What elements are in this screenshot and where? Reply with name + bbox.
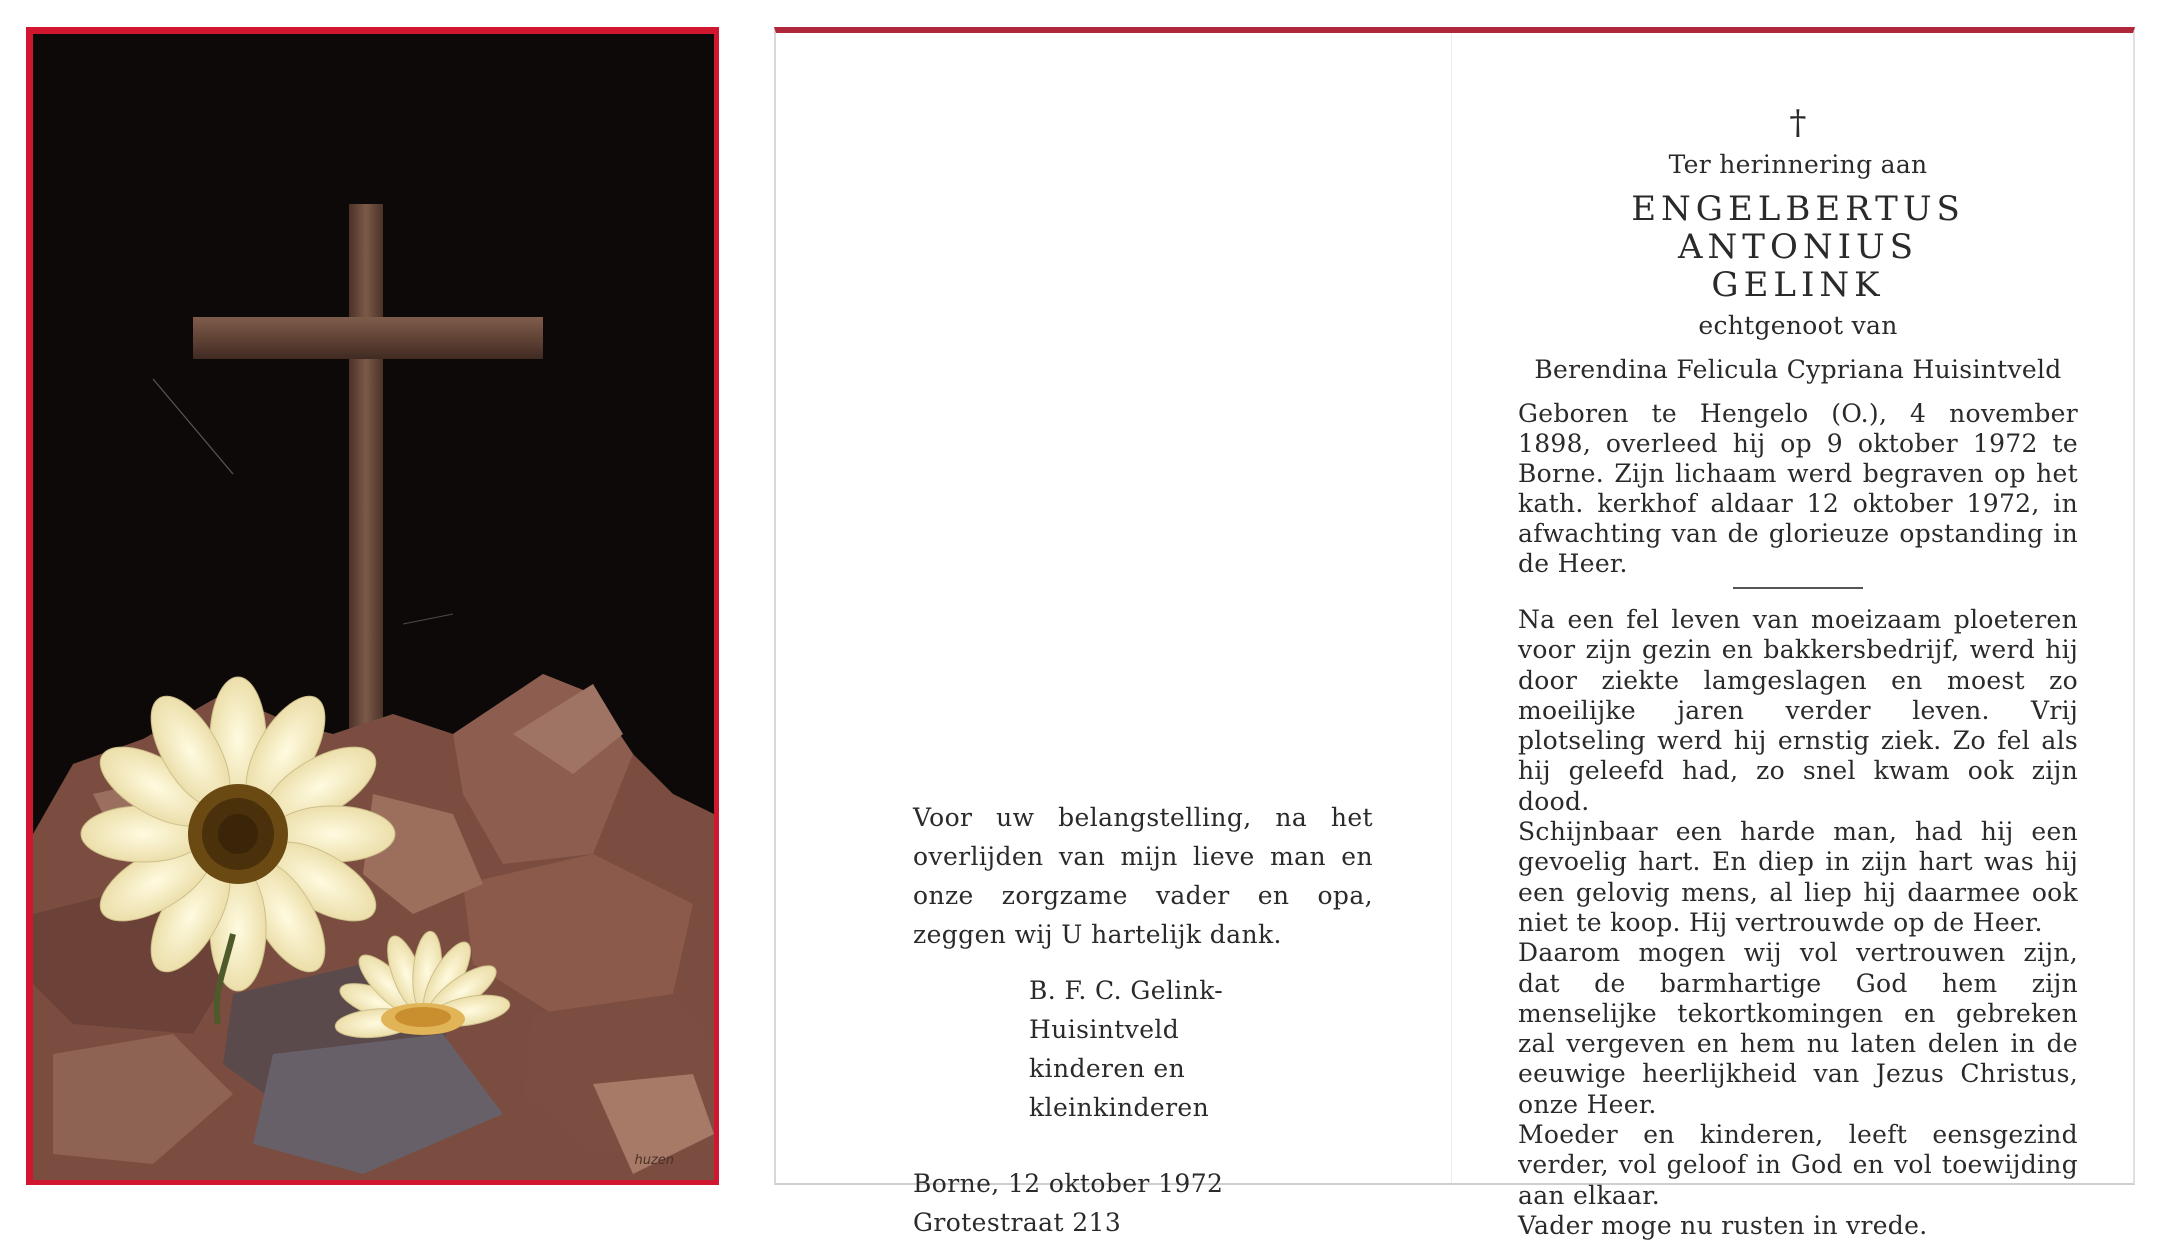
thanks-text: Voor uw belangstelling, na het overlijden van mijn lieve man en onze zorgzame vader en opa, zeggen wij U hartelijk dank. — [913, 803, 1373, 949]
photo-illustration — [33, 34, 714, 1180]
fold-line — [1451, 33, 1452, 1183]
eulogy — [1518, 605, 2078, 1241]
signature-block — [913, 971, 1373, 1127]
eulogy-paragraph-1: Na een fel leven van moeizaam ploeteren voor zijn gezin en bakkersbedrijf, werd hij door ziekte lamgeslagen en moest zo moeilijke jaren verder leven. Vrij plotseling werd hij ernstig ziek. Zo fel als hij geleefd had, zo snel kwam ook zijn dood. — [1518, 605, 2078, 816]
spouse-label: echtgenoot van — [1698, 311, 1898, 340]
deceased-name-line-1: ENGELBERTUS ANTONIUS — [1631, 189, 1965, 267]
right-page — [1518, 103, 2078, 1241]
signature-line-1: B. F. C. Gelink-Huisintveld — [1029, 976, 1224, 1044]
cross-icon: † — [1789, 103, 1807, 143]
signature-line-2: kinderen en kleinkinderen — [1029, 1054, 1210, 1122]
memorial-photo — [33, 34, 714, 1180]
inner-card — [774, 27, 2135, 1240]
spouse-name: Berendina Felicula Cypriana Huisintveld — [1534, 355, 2062, 384]
address: Grotestraat 213 — [913, 1208, 1122, 1237]
biography-text: Geboren te Hengelo (O.), 4 november 1898, overleed hij op 9 oktober 1972 te Borne. Zijn lichaam werd begraven op het kath. kerkhof aldaar 12 oktober 1972, in afwachting van de glorieuze opstanding in de Heer. — [1518, 399, 2078, 578]
place-date: Borne, 12 oktober 1972 — [913, 1169, 1224, 1198]
front-card — [26, 27, 719, 1185]
left-page — [913, 798, 1373, 1242]
eulogy-paragraph-5: Vader moge nu rusten in vrede. — [1518, 1210, 1928, 1240]
divider — [1733, 587, 1863, 589]
intro-text: Ter herinnering aan — [1668, 150, 1928, 179]
deceased-name-line-2: GELINK — [1711, 265, 1885, 305]
photo-signature: huzen — [634, 1153, 674, 1168]
eulogy-paragraph-4: Moeder en kinderen, leeft eensgezind verder, vol geloof in God en vol toewijding aan elkaar. — [1518, 1120, 2078, 1210]
eulogy-paragraph-2: Schijnbaar een harde man, had hij een gevoelig hart. En diep in zijn hart was hij een gelovig mens, al liep hij daarmee ook niet te koop. Hij vertrouwde op de Heer. — [1518, 817, 2078, 937]
eulogy-paragraph-3: Daarom mogen wij vol vertrouwen zijn, dat de barmhartige God hem zijn menselijke tekortkomingen en gebreken zal vergeven en hem nu laten delen in de eeuwige heerlijkheid van Jezus Christus, onze Heer. — [1518, 938, 2078, 1119]
